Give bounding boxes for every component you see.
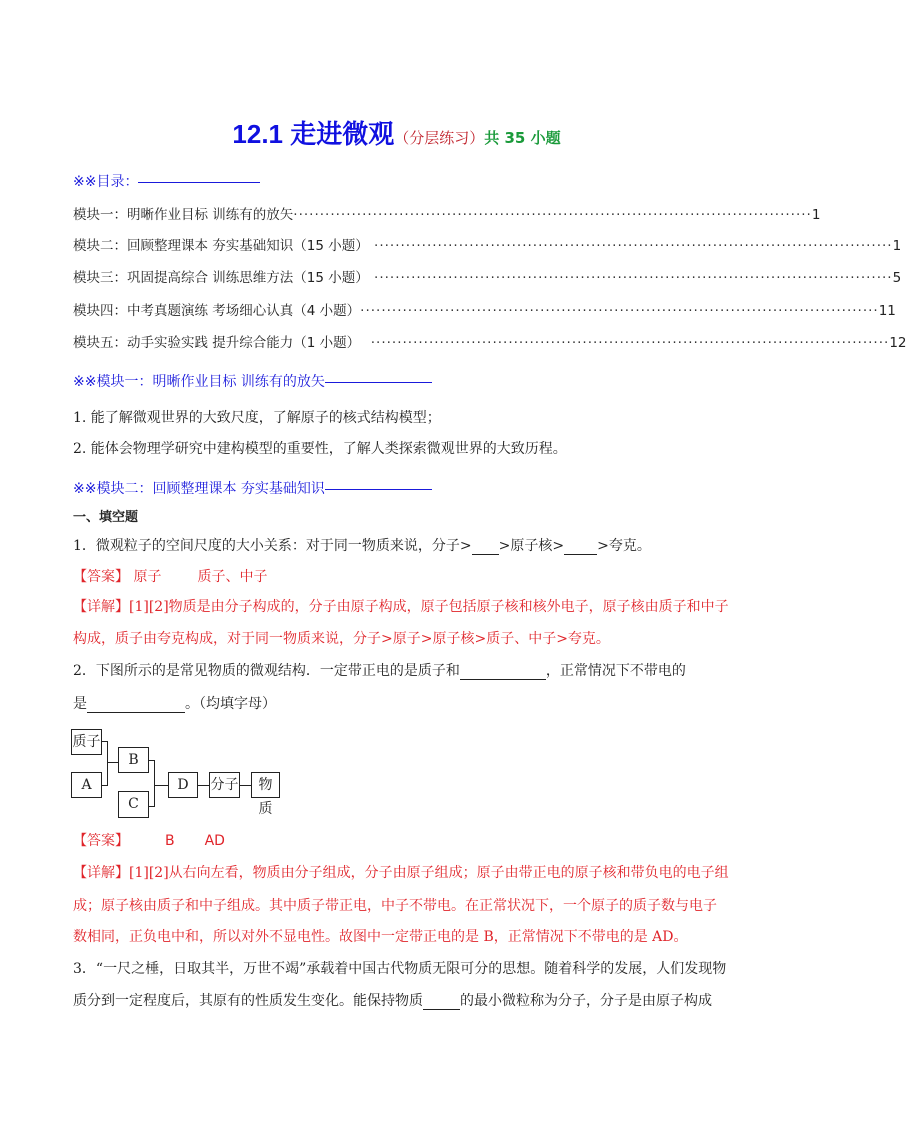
toc-item[interactable]: 模块一：明晰作业目标 训练有的放矢 ·································································································· 1 [73, 207, 821, 223]
toc-heading: ※※目录： [73, 173, 260, 191]
diagram-box-proton: 质子 [71, 729, 102, 755]
section-heading: 一、填空题 [73, 510, 139, 525]
diagram-box-matter: 物质 [251, 772, 280, 798]
question-3: 3．“一尺之棰，日取其半，万世不竭”承载着中国古代物质无限可分的思想。随着科学的发展，人们发现物 [73, 961, 727, 977]
q1-answer: 【答案】 原子 质子、中子 [73, 569, 268, 585]
goal-item: 1. 能了解微观世界的大致尺度，了解原子的核式结构模型； [73, 410, 441, 426]
goal-item: 2. 能体会物理学研究中建构模型的重要性，了解人类探索微观世界的大致历程。 [73, 441, 567, 457]
title-count: 共 35 小题 [484, 129, 561, 147]
q2-answer: 【答案】 B AD [73, 833, 225, 849]
toc-item[interactable]: 模块二：回顾整理课本 夯实基础知识（15 小题） ·································································································· 1 [73, 238, 902, 254]
diagram-box-c: C [118, 791, 149, 818]
page-title [0, 114, 793, 151]
answer-blank[interactable] [564, 540, 597, 555]
diagram-box-a: A [71, 772, 102, 798]
question-2-cont: 是 。（均填字母） [73, 696, 276, 712]
module1-heading: ※※模块一：明晰作业目标 训练有的放矢 [73, 373, 432, 391]
q1-detail: 【详解】[1][2]物质是由分子构成的，分子由原子构成，原子包括原子核和核外电子，原子核由质子和中子 [73, 599, 729, 615]
answer-blank[interactable] [423, 995, 460, 1010]
answer-blank[interactable] [472, 540, 499, 555]
q1-detail-cont: 构成，质子由夸克构成，对于同一物质来说，分子>原子>原子核>质子、中子>夸克。 [73, 631, 610, 647]
toc-item[interactable]: 模块五：动手实验实践 提升综合能力（1 小题） ·································································································· 12 [73, 335, 907, 351]
diagram-box-b: B [118, 747, 149, 773]
question-1: 1．微观粒子的空间尺度的大小关系：对于同一物质来说，分子> >原子核> >夸克。 [73, 538, 651, 554]
question-3-cont: 质分到一定程度后，其原有的性质发生变化。能保持物质 的最小微粒称为分子，分子是由原子构成 [73, 993, 712, 1009]
answer-blank[interactable] [460, 665, 546, 680]
q2-detail: 【详解】[1][2]从右向左看，物质由分子组成，分子由原子组成；原子由带正电的原子核和带负电的电子组 [73, 865, 729, 881]
question-2: 2．下图所示的是常见物质的微观结构．一定带正电的是质子和 ，正常情况下不带电的 [73, 663, 686, 679]
module2-heading: ※※模块二：回顾整理课本 夯实基础知识 [73, 480, 432, 498]
diagram-box-d: D [168, 772, 198, 798]
toc-item[interactable]: 模块三：巩固提高综合 训练思维方法（15 小题） ·································································································· 5 [73, 270, 902, 286]
title-sub: （分层练习） [394, 129, 485, 147]
q2-detail-cont: 数相同，正负电中和，所以对外不显电性。故图中一定带正电的是 B，正常情况下不带电的是 AD。 [73, 929, 688, 945]
q2-detail-cont: 成；原子核由质子和中子组成。其中质子带正电，中子不带电。在正常状况下，一个原子的质子数与电子 [73, 898, 717, 914]
answer-blank[interactable] [87, 698, 185, 713]
toc-item[interactable]: 模块四：中考真题演练 考场细心认真（4 小题） ·································································································· 11 [73, 303, 896, 319]
diagram-box-molecule: 分子 [209, 772, 240, 798]
title-main: 12.1 走进微观 [232, 119, 395, 149]
